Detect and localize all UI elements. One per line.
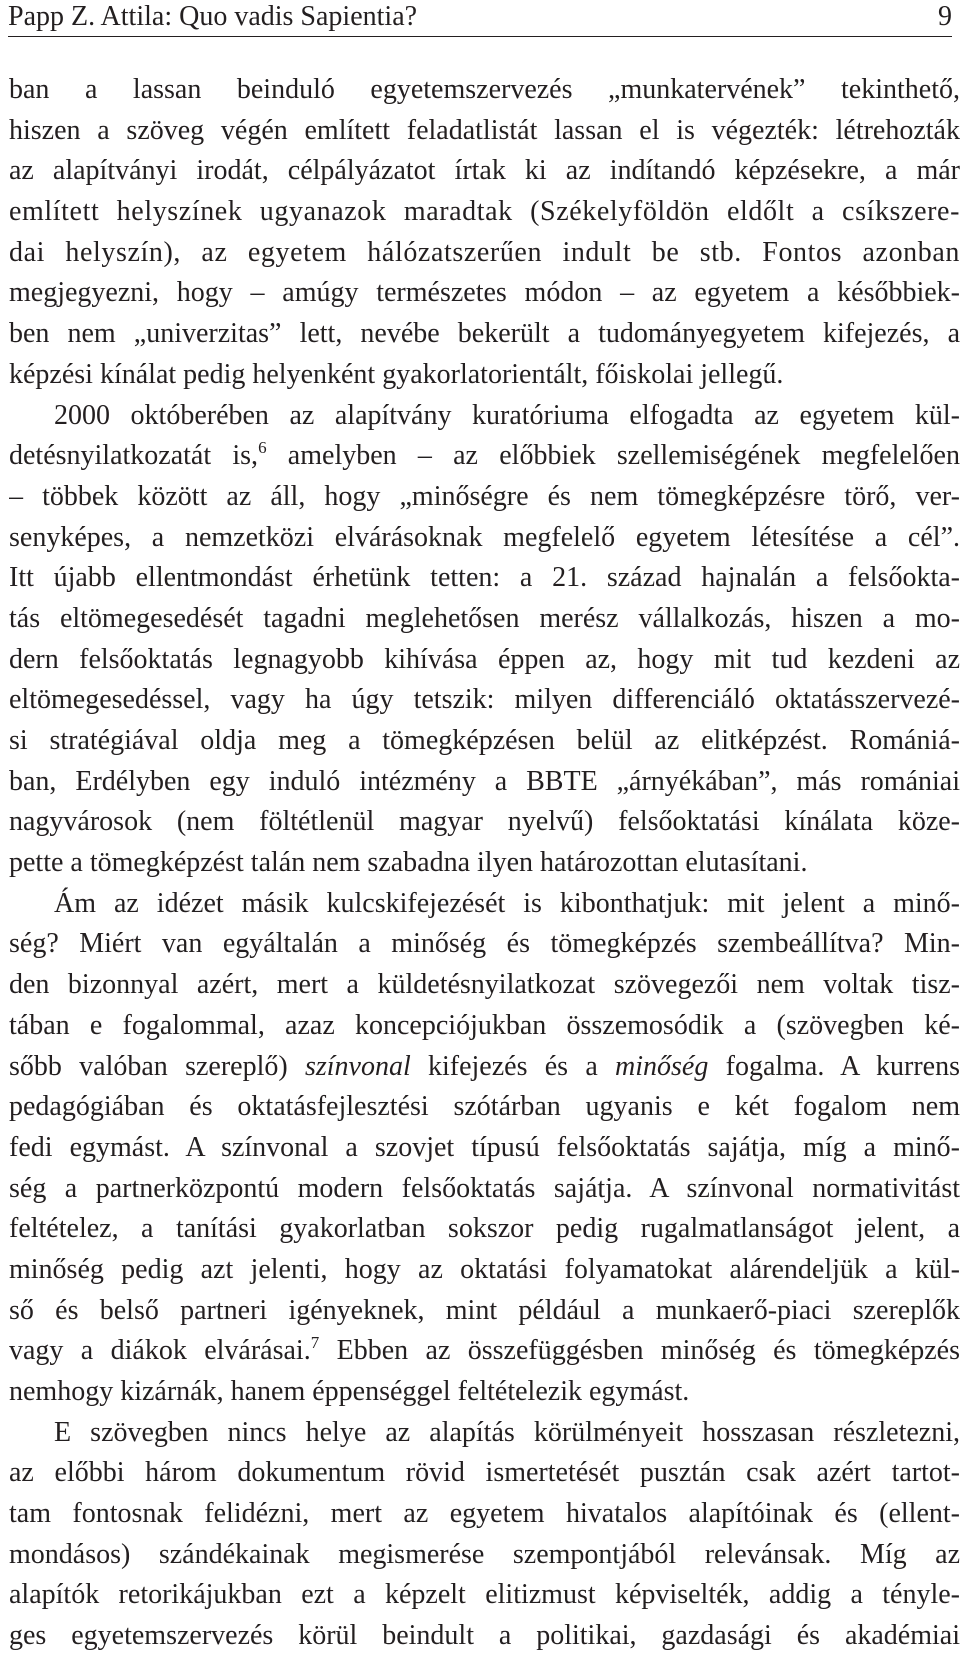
text-line: pette a tömegképzést talán nem szabadna ilyen határozottan elutasítani.	[9, 847, 808, 879]
text-run: kifejezés és a	[410, 1050, 616, 1082]
text-line: eltömegesedéssel, vagy ha úgy tetszik: milyen differenciáló oktatásszervezé-	[9, 684, 960, 716]
text-line	[9, 1047, 960, 1088]
text-line: ban, Erdélyben egy induló intézmény a BBTE „árnyékában”, más romániai	[9, 765, 960, 797]
text-line: az alapítványi irodát, célpályázatot írtak ki az indítandó képzésekre, a már	[9, 155, 960, 187]
text-line: dern felsőoktatás legnagyobb kihívása éppen az, hogy mit tud kezdeni az	[9, 643, 960, 675]
text-line: az előbbi három dokumentum rövid ismertetését pusztán csak azért tartot-	[9, 1457, 960, 1489]
text-line: Itt újabb ellentmondást érhetünk tetten: a 21. század hajnalán a felsőokta-	[9, 562, 960, 594]
footnote-marker: 7	[310, 1333, 320, 1353]
text-line: tában e fogalommal, azaz koncepciójukban összemosódik a (szövegben ké-	[9, 1009, 960, 1041]
text-line: ső és belső partneri igényeknek, mint például a munkaerő-piaci szereplők	[9, 1294, 960, 1326]
footnote-marker: 6	[258, 438, 267, 458]
text-line: ges egyetemszervezés körül beindult a politikai, gazdasági és akadémiai	[9, 1620, 960, 1652]
text-line: dai helyszín), az egyetem hálózatszerűen indult be stb. Fontos azonban	[9, 236, 960, 268]
text-line: tás eltömegesedését tagadni meglehetősen merész vállalkozás, hiszen a mo-	[9, 602, 960, 634]
text-line: senyképes, a nemzetközi elvárásoknak megfelelő egyetem létesítése a cél”.	[9, 521, 960, 553]
paragraph-start-line: 2000 októberében az alapítvány kuratóriuma elfogadta az egyetem kül-	[54, 399, 960, 431]
text-line: feltételez, a tanítási gyakorlatban sokszor pedig rugalmatlanságot jelent, a	[9, 1213, 960, 1245]
italic-term: minőség	[615, 1050, 709, 1082]
text-line: alapítók retorikájukban ezt a képzelt elitizmust képviselték, addig a tényle-	[9, 1579, 960, 1611]
text-run: Ebben az összefüggésben minőség és tömegképzés	[319, 1335, 960, 1367]
text-line: den bizonnyal azért, mert a küldetésnyilatkozat szövegezői nem voltak tisz-	[9, 969, 960, 1001]
text-line: nemhogy kizárnák, hanem éppenséggel feltételezik egymást.	[9, 1376, 690, 1407]
text-line: hiszen a szöveg végén említett feladatlistát lassan el is végezték: létrehozták	[9, 114, 960, 146]
text-line: mondásos) szándékainak megismerése szempontjából relevánsak. Míg az	[9, 1538, 960, 1570]
text-run: vagy a diákok elvárásai.	[9, 1335, 311, 1367]
text-line: képzési kínálat pedig helyenként gyakorlatorientált, főiskolai jellegű.	[9, 358, 784, 390]
running-title: Papp Z. Attila: Quo vadis Sapientia?	[8, 1, 418, 32]
running-header	[8, 0, 952, 37]
paragraph-start-line: Ám az idézet másik kulcskifejezését is kibonthatjuk: mit jelent a minő-	[54, 887, 960, 919]
text-run: detésnyilatkozatát is,	[9, 440, 259, 472]
text-line	[9, 436, 960, 477]
italic-term: színvonal	[304, 1050, 411, 1082]
text-line: ség a partnerközpontú modern felsőoktatás sajátja. A színvonal normativitást	[9, 1172, 960, 1204]
text-run: fogalma. A kurrens	[708, 1050, 960, 1082]
text-line: pedagógiában és oktatásfejlesztési szótárban ugyanis e két fogalom nem	[9, 1091, 960, 1123]
page-number: 9	[938, 1, 952, 32]
text-line: – többek között az áll, hogy „minőségre és nem tömegképzésre törő, ver-	[9, 480, 960, 512]
text-line: minőség pedig azt jelenti, hogy az oktatási folyamatokat alárendeljük a kül-	[9, 1253, 960, 1285]
text-line: ban a lassan beinduló egyetemszervezés „munkatervének” tekinthető,	[9, 74, 960, 105]
text-line: ben nem „univerzitas” lett, nevébe bekerült a tudományegyetem kifejezés, a	[9, 318, 960, 350]
text-run: sőbb valóban szereplő)	[9, 1050, 305, 1082]
text-line	[9, 1331, 960, 1372]
text-line: fedi egymást. A színvonal a szovjet típusú felsőoktatás sajátja, míg a minő-	[9, 1131, 960, 1163]
text-line: nagyvárosok (nem föltétlenül magyar nyelvű) felsőoktatási kínálata köze-	[9, 806, 960, 838]
text-line: megjegyezni, hogy – amúgy természetes módon – az egyetem a későbbiek-	[9, 277, 960, 309]
text-line: si stratégiával oldja meg a tömegképzésen belül az elitképzést. Romániá-	[9, 725, 960, 756]
paragraph-start-line: E szövegben nincs helye az alapítás körülményeit hosszasan részletezni,	[54, 1416, 960, 1448]
text-line: ség? Miért van egyáltalán a minőség és tömegképzés szembeállítva? Min-	[9, 928, 960, 960]
text-line: tam fontosnak felidézni, mert az egyetem hivatalos alapítóinak és (ellent-	[9, 1498, 960, 1530]
body-text	[9, 70, 960, 1657]
text-line: említett helyszínek ugyanazok maradtak (Székelyföldön eldőlt a csíkszere-	[9, 196, 960, 228]
text-run: amelyben – az előbbiek szellemiségének megfelelően	[266, 440, 960, 472]
